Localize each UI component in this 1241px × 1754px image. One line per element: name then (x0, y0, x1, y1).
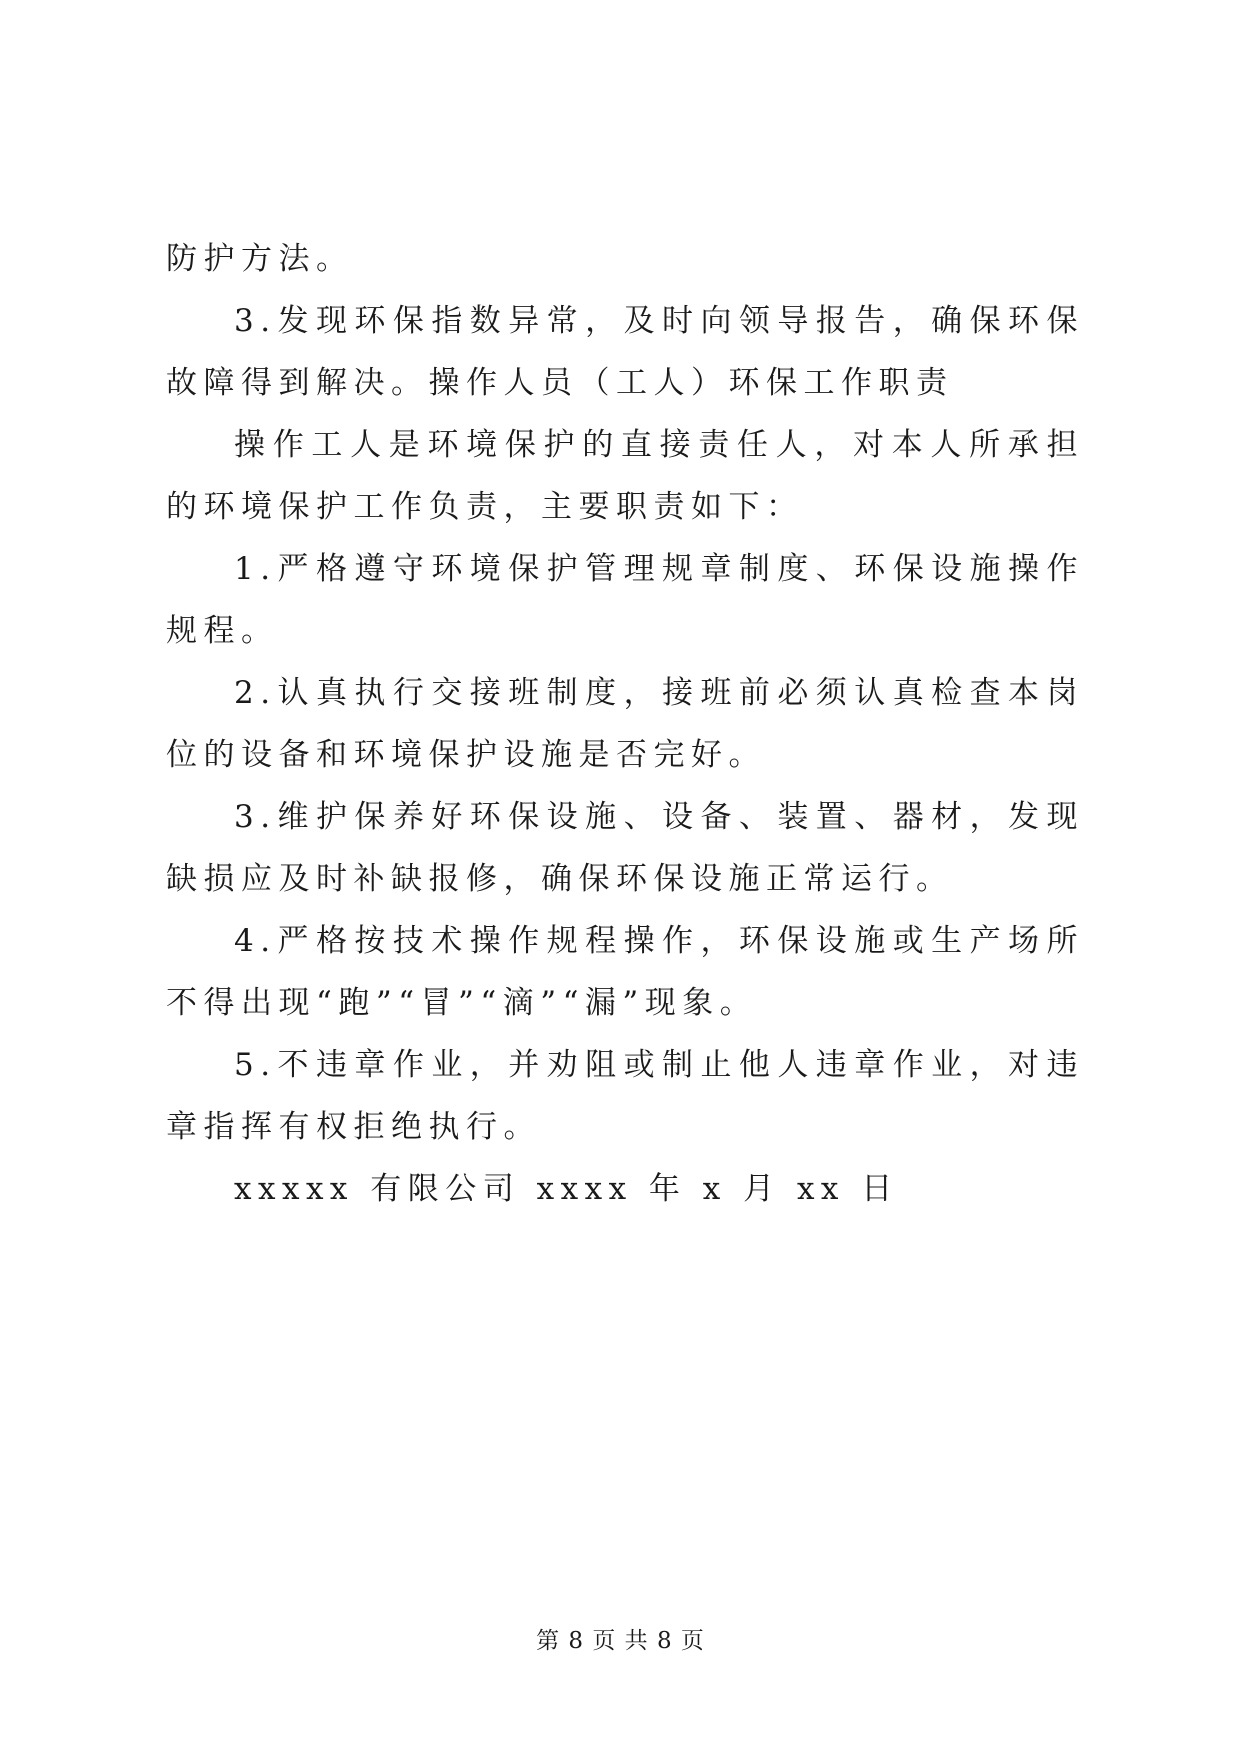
document-body (166, 228, 1084, 1220)
paragraph-item-4: 4.严格按技术操作规程操作，环保设施或生产场所不得出现“跑”“冒”“滴”“漏”现象。 (166, 923, 1084, 1021)
paragraph-item-3-report: 3.发现环保指数异常，及时向领导报告，确保环保故障得到解决。操作人员（工人）环保工作职责 (166, 303, 1084, 401)
paragraph-item-1: 1.严格遵守环境保护管理规章制度、环保设施操作规程。 (166, 551, 1084, 649)
paragraph-item-2: 2.认真执行交接班制度，接班前必须认真检查本岗位的设备和环境保护设施是否完好。 (166, 675, 1084, 773)
paragraph-item-3: 3.维护保养好环保设施、设备、装置、器材，发现缺损应及时补缺报修，确保环保设施正常运行。 (166, 799, 1084, 897)
page-footer: 第 8 页 共 8 页 (536, 1628, 705, 1654)
paragraph-item-5: 5.不违章作业，并劝阻或制止他人违章作业，对违章指挥有权拒绝执行。 (166, 1047, 1084, 1145)
paragraph-worker-duties-intro: 操作工人是环境保护的直接责任人，对本人所承担的环境保护工作负责，主要职责如下： (166, 427, 1084, 525)
signature-line: xxxxx 有限公司 xxxx 年 x 月 xx 日 (234, 1171, 899, 1207)
paragraph-continuation: 防护方法。 (166, 241, 354, 277)
